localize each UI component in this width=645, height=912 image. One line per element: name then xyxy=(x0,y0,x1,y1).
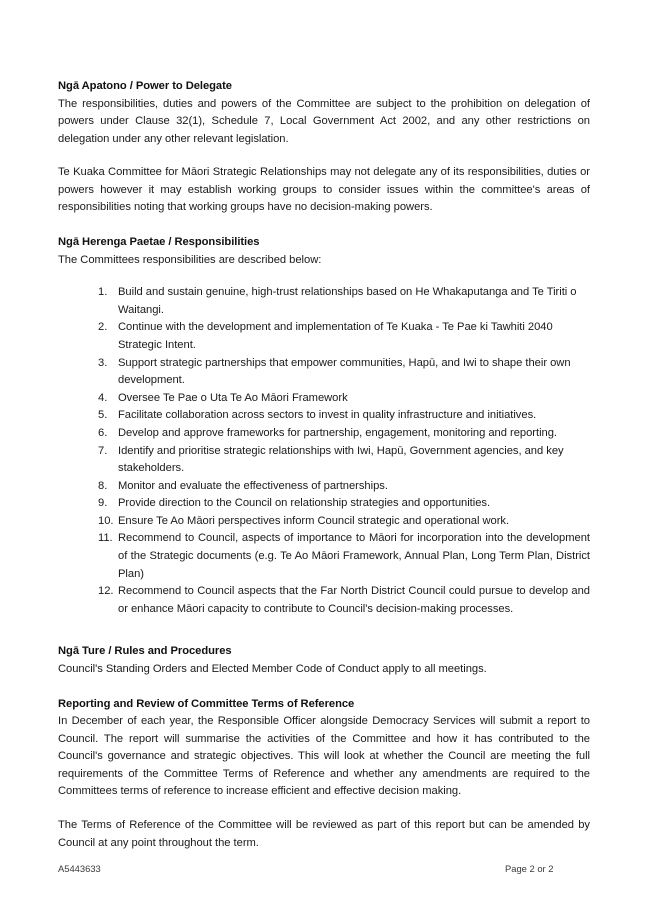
list-item xyxy=(58,390,590,408)
list-item xyxy=(58,319,590,354)
list-item-text: Continue with the development and implementation of Te Kuaka - Te Pae ki Tawhiti 2040 Strategic Intent. xyxy=(118,321,553,351)
list-item-number: 3. xyxy=(98,356,108,369)
list-item-text: Build and sustain genuine, high-trust relationships based on He Whakaputanga and Te Tiriti o Waitangi. xyxy=(118,286,577,316)
list-item xyxy=(58,530,590,583)
list-item-text: Identify and prioritise strategic relationships with Iwi, Hapū, Government agencies, and key stakeholders. xyxy=(118,444,564,475)
list-item xyxy=(58,495,590,513)
document-body xyxy=(58,78,590,852)
list-spacer xyxy=(58,269,590,284)
document-reference: A5443633 xyxy=(58,863,101,874)
list-item-number: 12. xyxy=(98,585,114,598)
responsibilities-list xyxy=(58,284,590,618)
paragraph-terms-review: The Terms of Reference of the Committee will be reviewed as part of this report but can be amended by Council at any point throughout the term. xyxy=(58,819,590,849)
list-item-text: Ensure Te Ao Māori perspectives inform Council strategic and operational work. xyxy=(118,514,510,527)
section-heading-rules-and-procedures: Ngā Ture / Rules and Procedures xyxy=(58,645,232,658)
paragraph-standing-orders: Council's Standing Orders and Elected Member Code of Conduct apply to all meetings. xyxy=(58,662,487,675)
list-item-text: Recommend to Council, aspects of importance to Māori for incorporation into the development of the Strategic documents (e.g. Te Ao Māori Framework, Annual Plan, Long Term Plan, District Plan) xyxy=(118,532,590,580)
list-item xyxy=(58,513,590,531)
list-item xyxy=(58,407,590,425)
list-item-number: 1. xyxy=(98,286,108,299)
list-item-text: Oversee Te Pae o Uta Te Ao Māori Framework xyxy=(118,391,348,404)
list-item xyxy=(58,284,590,319)
list-item-text: Facilitate collaboration across sectors to invest in quality infrastructure and initiatives. xyxy=(118,409,537,422)
list-item-number: 2. xyxy=(98,321,108,334)
list-item-number: 10. xyxy=(98,514,114,527)
paragraph-responsibilities-intro: The Committees responsibilities are described below: xyxy=(58,253,322,266)
list-item-number: 4. xyxy=(98,391,108,404)
list-item xyxy=(58,355,590,390)
list-item xyxy=(58,443,590,478)
paragraph-spacer xyxy=(58,801,590,817)
paragraph-spacer xyxy=(58,148,590,164)
list-item xyxy=(58,425,590,443)
paragraph-annual-report: In December of each year, the Responsible Officer alongside Democracy Services will submit a report to Council. The report will summarise the activities of the Committee and how it has contributed to the Council's governance and strategic objectives. This will look at whether the Council are meeting the full requirements of the Committee Terms of Reference and whether any amendments are required to the Committees terms of reference to increase efficient and effective decision making. xyxy=(58,715,590,798)
list-item-text: Provide direction to the Council on relationship strategies and opportunities. xyxy=(118,497,491,510)
list-item-number: 11. xyxy=(98,532,113,545)
section-spacer xyxy=(58,618,590,635)
list-item-text: Monitor and evaluate the effectiveness of partnerships. xyxy=(118,479,388,492)
section-heading-responsibilities: Ngā Herenga Paetae / Responsibilities xyxy=(58,236,260,249)
list-item-number: 7. xyxy=(98,444,108,457)
list-item xyxy=(58,478,590,496)
list-item-number: 8. xyxy=(98,479,108,492)
section-spacer xyxy=(58,679,590,696)
paragraph-delegation-restrictions: The responsibilities, duties and powers of the Committee are subject to the prohibition on delegation of powers under Clause 32(1), Schedule 7, Local Government Act 2002, and any other restrictions on delegation under any other relevant legislation. xyxy=(58,97,590,145)
section-heading-power-to-delegate: Ngā Apatono / Power to Delegate xyxy=(58,80,232,92)
section-spacer-extra xyxy=(58,635,590,643)
page-footer xyxy=(58,862,590,878)
section-heading-reporting-and-review: Reporting and Review of Committee Terms of Reference xyxy=(58,697,355,710)
list-item-text: Develop and approve frameworks for partnership, engagement, monitoring and reporting. xyxy=(118,426,557,439)
list-item-text: Recommend to Council aspects that the Far North District Council could pursue to develop and or enhance Māori capacity to contribute to Council's decision-making processes. xyxy=(118,585,590,615)
section-spacer xyxy=(58,217,590,234)
paragraph-working-groups: Te Kuaka Committee for Māori Strategic Relationships may not delegate any of its responsibilities, duties or powers however it may establish working groups to consider issues within the committee's areas of responsibilities noting that working groups have no decision-making powers. xyxy=(58,166,590,214)
list-item-number: 9. xyxy=(98,497,108,510)
list-item-number: 5. xyxy=(98,409,108,422)
page-number: Page 2 or 2 xyxy=(505,863,554,874)
list-item-number: 6. xyxy=(98,426,108,439)
list-item-text: Support strategic partnerships that empower communities, Hapū, and Iwi to shape their own development. xyxy=(118,356,571,387)
list-item xyxy=(58,583,590,618)
